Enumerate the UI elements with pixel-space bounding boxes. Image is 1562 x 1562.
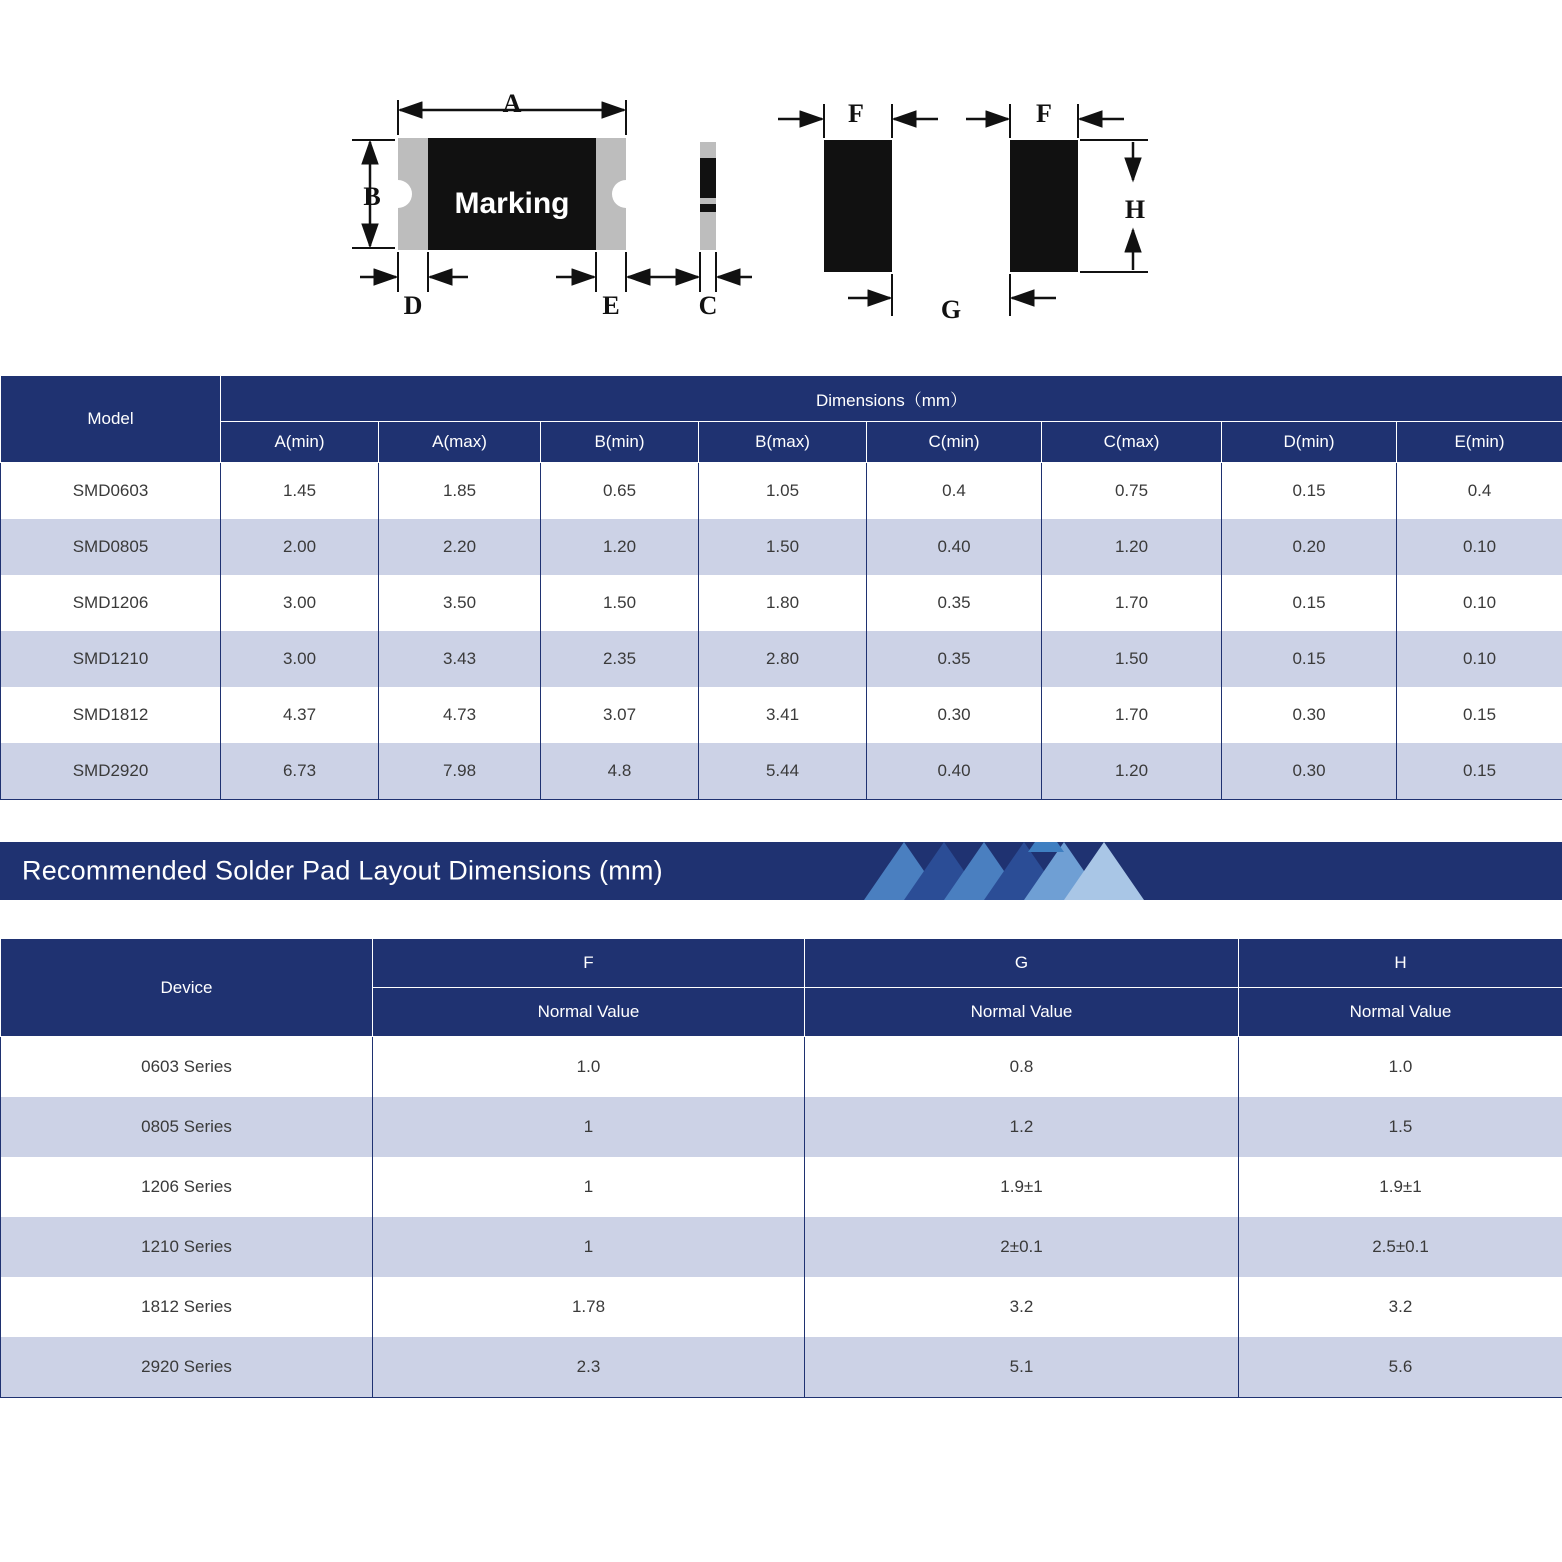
cell-value: 3.2 <box>805 1277 1239 1337</box>
cell-value: 5.6 <box>1239 1337 1562 1398</box>
cell-value: 1.85 <box>379 463 541 520</box>
label-H: H <box>1124 195 1146 224</box>
marking-text: Marking <box>454 186 570 220</box>
cell-device: 1206 Series <box>1 1157 373 1217</box>
cell-value: 2.00 <box>221 519 379 575</box>
cell-value: 2.3 <box>373 1337 805 1398</box>
cell-value: 3.43 <box>379 631 541 687</box>
subheader-f-normal-value: Normal Value <box>373 988 805 1037</box>
header-d-min: D(min) <box>1222 422 1397 463</box>
header-h: H <box>1239 939 1562 988</box>
label-F-right: F <box>1036 99 1052 128</box>
label-B: B <box>363 182 381 211</box>
cell-value: 1.0 <box>1239 1037 1562 1098</box>
table-row <box>1 1277 1562 1337</box>
label-F-left: F <box>848 99 864 128</box>
cell-model: SMD0805 <box>1 519 221 575</box>
cell-value: 0.8 <box>805 1037 1239 1098</box>
cell-value: 0.10 <box>1397 631 1562 687</box>
cell-device: 1812 Series <box>1 1277 373 1337</box>
cell-value: 2.35 <box>541 631 699 687</box>
table-row <box>1 463 1562 520</box>
cell-value: 1.70 <box>1042 575 1222 631</box>
cell-value: 1.2 <box>805 1097 1239 1157</box>
cell-value: 0.15 <box>1222 575 1397 631</box>
table-row <box>1 631 1562 687</box>
cell-value: 0.30 <box>867 687 1042 743</box>
cell-value: 2.80 <box>699 631 867 687</box>
cell-value: 0.30 <box>1222 687 1397 743</box>
cell-value: 0.15 <box>1397 743 1562 800</box>
cell-value: 1.9±1 <box>1239 1157 1562 1217</box>
header-a-min: A(min) <box>221 422 379 463</box>
cell-value: 1.9±1 <box>805 1157 1239 1217</box>
cell-value: 0.30 <box>1222 743 1397 800</box>
cell-value: 2.20 <box>379 519 541 575</box>
label-E: E <box>602 291 620 320</box>
cell-value: 0.15 <box>1397 687 1562 743</box>
table-row <box>1 1217 1562 1277</box>
cell-value: 4.8 <box>541 743 699 800</box>
header-device: Device <box>1 939 373 1037</box>
label-G: G <box>940 295 962 324</box>
label-A: A <box>502 89 522 118</box>
section-banner-wrapper <box>0 842 1562 900</box>
header-e-min: E(min) <box>1397 422 1562 463</box>
table-row <box>1 519 1562 575</box>
header-c-min: C(min) <box>867 422 1042 463</box>
cell-value: 0.40 <box>867 743 1042 800</box>
cell-model: SMD0603 <box>1 463 221 520</box>
cell-value: 0.15 <box>1222 463 1397 520</box>
cell-value: 1.45 <box>221 463 379 520</box>
cell-value: 0.15 <box>1222 631 1397 687</box>
cell-value: 2±0.1 <box>805 1217 1239 1277</box>
cell-value: 3.07 <box>541 687 699 743</box>
table-row <box>1 1097 1562 1157</box>
cell-value: 3.2 <box>1239 1277 1562 1337</box>
header-dimensions-group: Dimensions（mm） <box>221 376 1562 422</box>
table-row <box>1 1337 1562 1398</box>
cell-value: 3.00 <box>221 631 379 687</box>
header-b-min: B(min) <box>541 422 699 463</box>
cell-device: 0805 Series <box>1 1097 373 1157</box>
cell-value: 0.4 <box>1397 463 1562 520</box>
cell-value: 1 <box>373 1217 805 1277</box>
header-f: F <box>373 939 805 988</box>
subheader-h-normal-value: Normal Value <box>1239 988 1562 1037</box>
cell-device: 1210 Series <box>1 1217 373 1277</box>
cell-value: 1.20 <box>1042 743 1222 800</box>
label-D: D <box>403 291 423 320</box>
cell-value: 3.41 <box>699 687 867 743</box>
cell-value: 1.50 <box>699 519 867 575</box>
cell-value: 3.00 <box>221 575 379 631</box>
section-title: Recommended Solder Pad Layout Dimensions (mm) <box>22 855 663 886</box>
banner-decoration-icon <box>802 842 1562 900</box>
table-row <box>1 1157 1562 1217</box>
cell-value: 0.20 <box>1222 519 1397 575</box>
cell-value: 1.50 <box>1042 631 1222 687</box>
cell-value: 4.37 <box>221 687 379 743</box>
header-c-max: C(max) <box>1042 422 1222 463</box>
cell-value: 5.44 <box>699 743 867 800</box>
banner-floating-triangle-icon <box>1028 842 1064 852</box>
table-row <box>1 1037 1562 1098</box>
header-model: Model <box>1 376 221 463</box>
cell-value: 1.70 <box>1042 687 1222 743</box>
cell-value: 5.1 <box>805 1337 1239 1398</box>
cell-model: SMD1812 <box>1 687 221 743</box>
cell-model: SMD1210 <box>1 631 221 687</box>
cell-device: 2920 Series <box>1 1337 373 1398</box>
cell-value: 0.65 <box>541 463 699 520</box>
section-banner <box>0 842 1562 900</box>
cell-value: 3.50 <box>379 575 541 631</box>
cell-value: 0.35 <box>867 631 1042 687</box>
cell-value: 6.73 <box>221 743 379 800</box>
header-g: G <box>805 939 1239 988</box>
cell-value: 1.05 <box>699 463 867 520</box>
subheader-g-normal-value: Normal Value <box>805 988 1239 1037</box>
cell-value: 1.20 <box>1042 519 1222 575</box>
table-row <box>1 687 1562 743</box>
cell-value: 2.5±0.1 <box>1239 1217 1562 1277</box>
cell-value: 1.0 <box>373 1037 805 1098</box>
cell-value: 1.80 <box>699 575 867 631</box>
cell-model: SMD1206 <box>1 575 221 631</box>
table-row <box>1 575 1562 631</box>
cell-value: 1.5 <box>1239 1097 1562 1157</box>
cell-value: 0.40 <box>867 519 1042 575</box>
cell-value: 1.50 <box>541 575 699 631</box>
cell-value: 0.10 <box>1397 519 1562 575</box>
cell-model: SMD2920 <box>1 743 221 800</box>
cell-value: 0.75 <box>1042 463 1222 520</box>
cell-value: 4.73 <box>379 687 541 743</box>
cell-value: 1.20 <box>541 519 699 575</box>
header-a-max: A(max) <box>379 422 541 463</box>
cell-value: 0.10 <box>1397 575 1562 631</box>
cell-value: 0.4 <box>867 463 1042 520</box>
cell-value: 1.78 <box>373 1277 805 1337</box>
solder-pad-table <box>0 938 1562 1398</box>
cell-value: 1 <box>373 1157 805 1217</box>
header-b-max: B(max) <box>699 422 867 463</box>
label-C: C <box>698 291 718 320</box>
package-dimension-diagram <box>0 0 1562 375</box>
dimensions-table <box>0 375 1562 800</box>
cell-value: 0.35 <box>867 575 1042 631</box>
cell-device: 0603 Series <box>1 1037 373 1098</box>
cell-value: 1 <box>373 1097 805 1157</box>
table-row <box>1 743 1562 800</box>
cell-value: 7.98 <box>379 743 541 800</box>
